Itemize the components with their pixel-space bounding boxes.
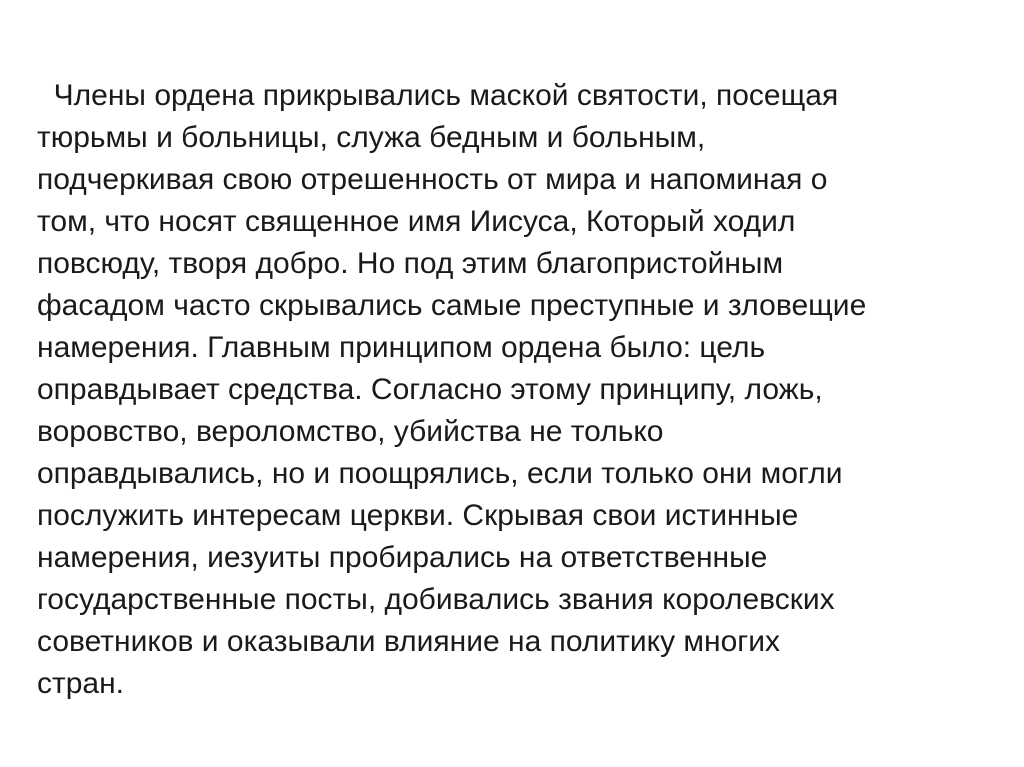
paragraph-line: послужить интересам церкви. Скрывая свои истинные	[37, 499, 799, 532]
paragraph-line: советников и оказывали влияние на политику многих	[37, 625, 780, 658]
paragraph-line: Члены ордена прикрывались маской святости, посещая	[37, 79, 839, 112]
paragraph-line: стран.	[37, 667, 125, 700]
paragraph-line: намерения, иезуиты пробирались на ответственные	[37, 541, 768, 574]
body-paragraph	[37, 75, 1017, 705]
paragraph-line: воровство, вероломство, убийства не только	[37, 415, 664, 448]
paragraph-line: том, что носят священное имя Иисуса, Который ходил	[37, 205, 796, 238]
paragraph-line: тюрьмы и больницы, служа бедным и больным,	[37, 121, 706, 154]
paragraph-line: повсюду, творя добро. Но под этим благопристойным	[37, 247, 784, 280]
paragraph-line: намерения. Главным принципом ордена было: цель	[37, 331, 766, 364]
paragraph-line: фасадом часто скрывались самые преступные и зловещие	[37, 289, 867, 322]
paragraph-line: подчеркивая свою отрешенность от мира и напоминая о	[37, 163, 828, 196]
paragraph-line: оправдывает средства. Согласно этому принципу, ложь,	[37, 373, 823, 406]
paragraph-line: оправдывались, но и поощрялись, если только они могли	[37, 457, 843, 490]
paragraph-line: государственные посты, добивались звания королевских	[37, 583, 835, 616]
